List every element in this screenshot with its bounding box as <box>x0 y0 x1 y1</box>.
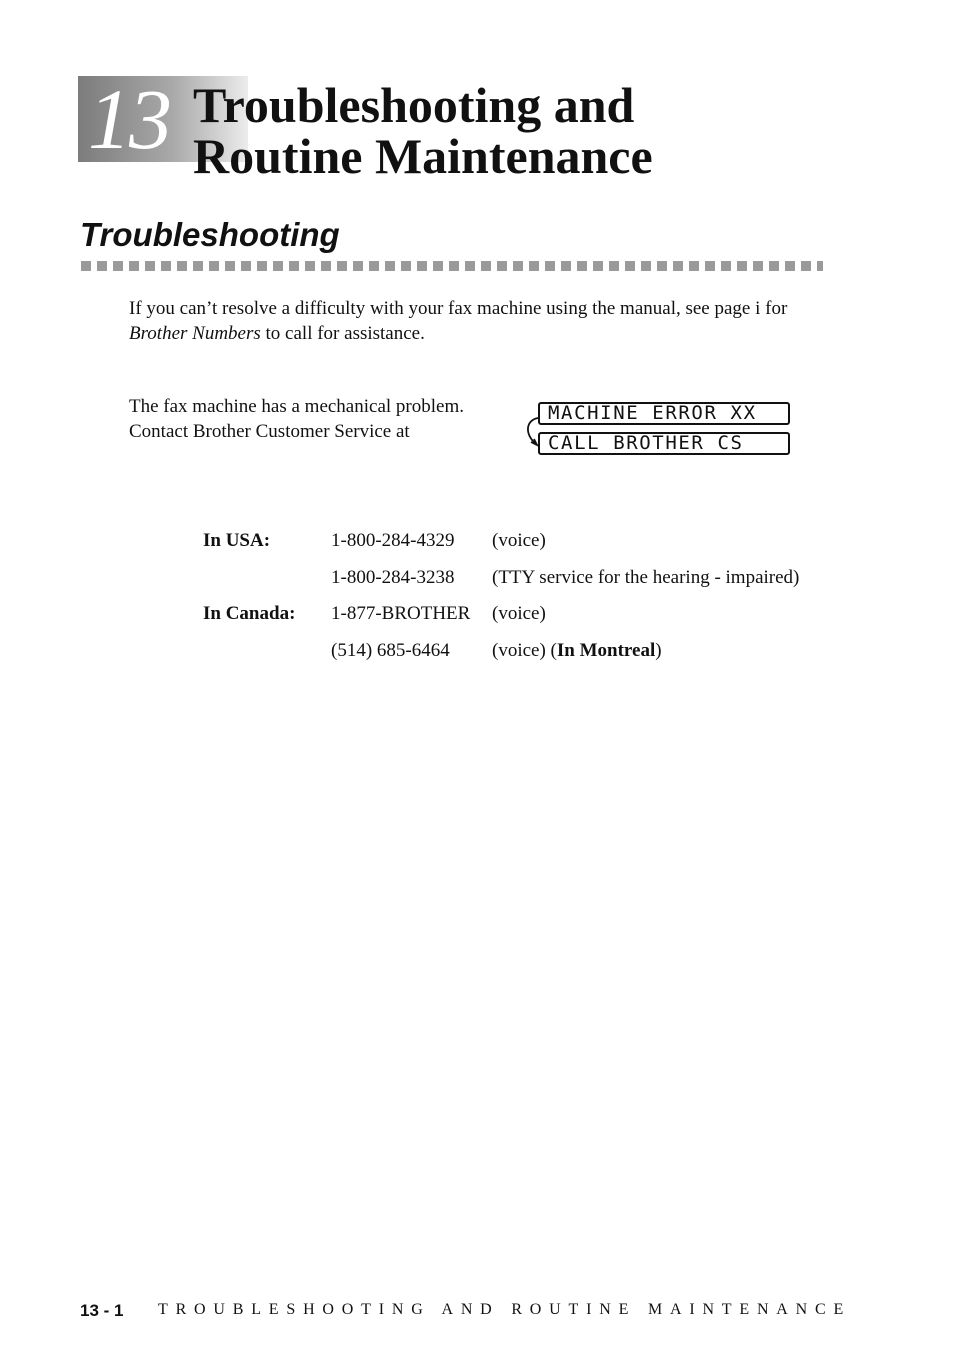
error-description <box>129 394 464 444</box>
chapter-title <box>193 77 653 184</box>
intro-emphasis: Brother Numbers <box>129 323 261 344</box>
intro-text: If you can’t resolve a difficulty with your fax machine using the manual, see page i for <box>129 298 788 319</box>
chapter-number: 13 <box>88 71 170 167</box>
contact-note-bold: In Montreal <box>556 639 656 661</box>
contact-number: 1-800-284-3238 <box>331 566 455 588</box>
contact-region: In Canada: <box>203 603 296 624</box>
contact-number: 1-800-284-4329 <box>331 530 455 551</box>
error-line1: The fax machine has a mechanical problem. <box>129 396 464 417</box>
error-line2: Contact Brother Customer Service at <box>129 421 410 442</box>
contact-note-end: ) <box>655 639 662 661</box>
contact-note-text: (voice) <box>492 530 546 551</box>
lcd-display <box>522 402 794 460</box>
contact-row <box>203 640 843 677</box>
section-title: Troubleshooting <box>80 216 340 253</box>
contact-note <box>492 567 799 589</box>
contact-row <box>203 603 843 640</box>
contact-region: In USA: <box>203 530 271 551</box>
footer-page-number: 13 - 1 <box>80 1301 124 1320</box>
intro-text-end: to call for assistance. <box>260 323 425 344</box>
contact-note <box>492 603 546 625</box>
section-divider <box>81 261 823 271</box>
chapter-title-line2: Routine Maintenance <box>193 128 653 184</box>
contact-number: (514) 685-6464 <box>331 639 450 661</box>
chapter-title-line1: Troubleshooting and <box>193 77 635 133</box>
contact-row <box>203 567 843 604</box>
contact-note-text: (voice) <box>492 603 546 624</box>
footer-running-title: TROUBLESHOOTING AND ROUTINE MAINTENANCE <box>158 1301 852 1318</box>
contact-number: 1-877-BROTHER <box>331 603 471 624</box>
contact-note-text: (TTY service for the hearing - impaired) <box>492 566 800 588</box>
contact-note <box>492 640 662 662</box>
contact-note-text: (voice) ( <box>492 639 557 661</box>
contact-row <box>203 530 843 567</box>
lcd-line-1: MACHINE ERROR XX <box>538 402 790 425</box>
contact-table <box>203 530 843 676</box>
intro-paragraph <box>129 296 849 346</box>
contact-note <box>492 530 546 552</box>
lcd-line-2: CALL BROTHER CS <box>538 432 790 455</box>
